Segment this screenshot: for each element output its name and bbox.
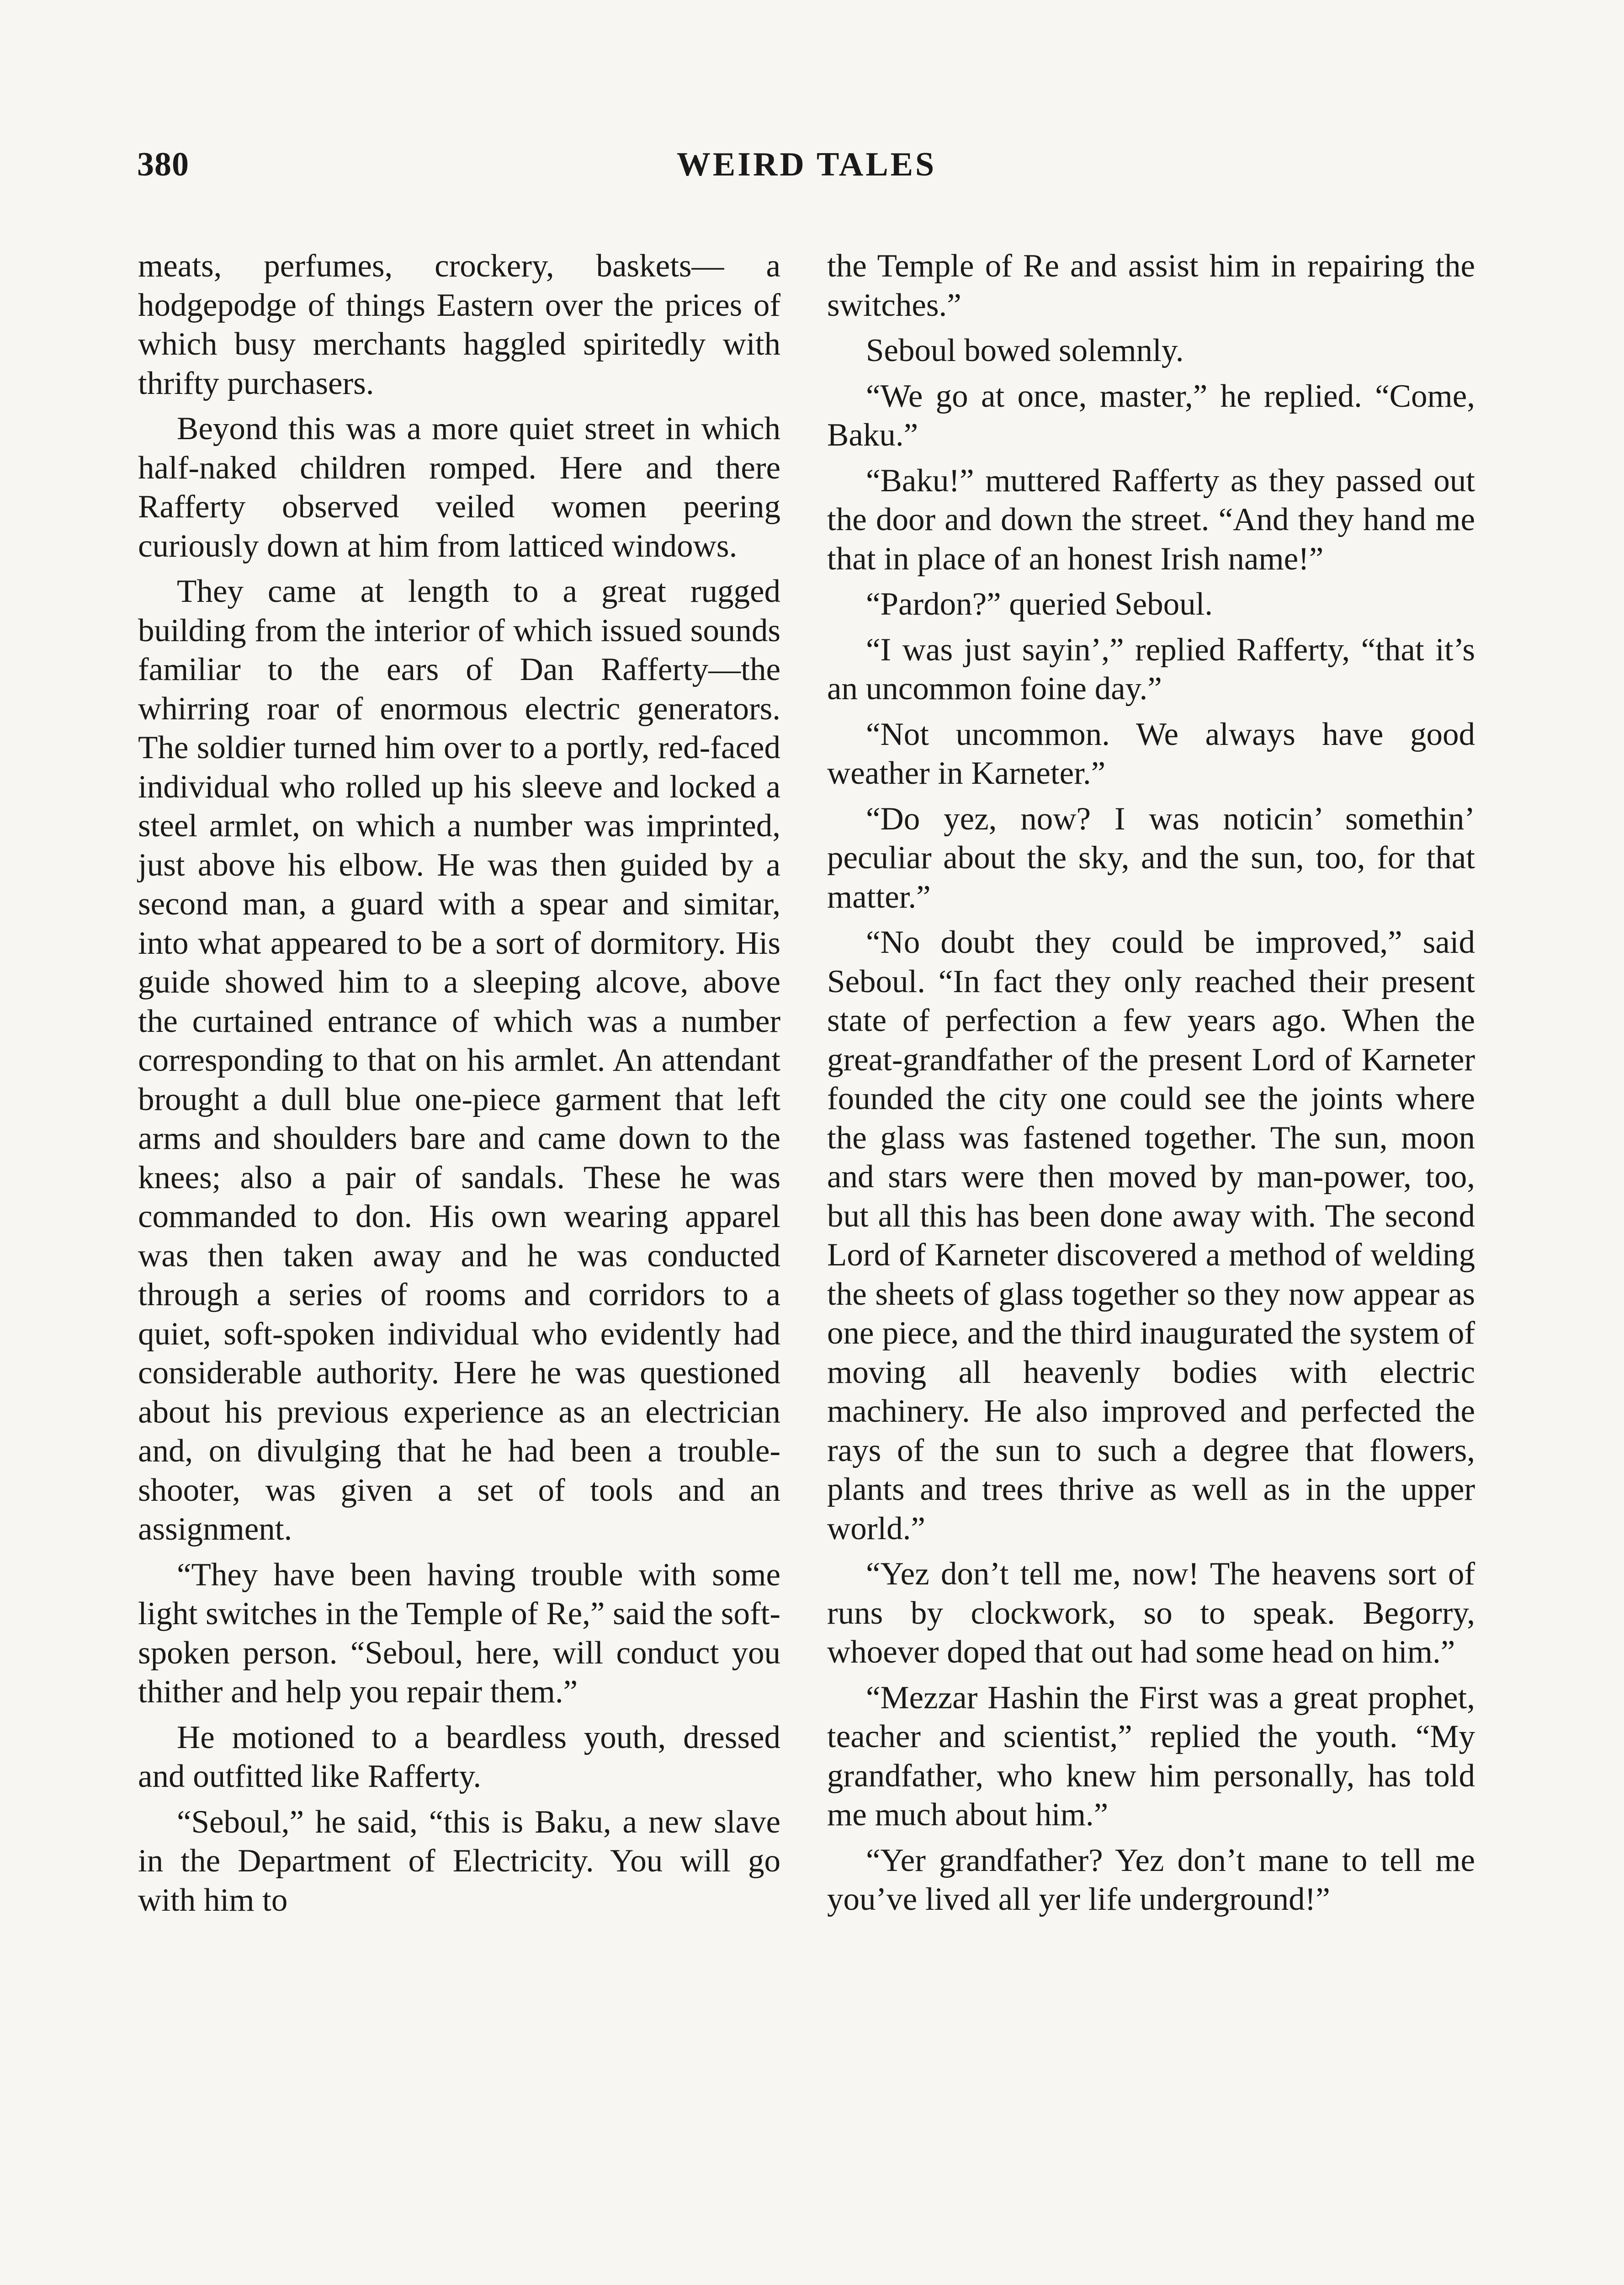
paragraph: He motioned to a beardless youth, dressed and outfitted like Rafferty. [138,1719,780,1794]
paragraph: “Baku!” muttered Rafferty as they passed out the door and down the street. “And they hand me that in place of an honest Irish name!” [827,462,1475,577]
paragraph: “We go at once, master,” he replied. “Come, Baku.” [827,378,1475,453]
page-header [137,145,1476,205]
running-head: WEIRD TALES [676,146,937,183]
paragraph: “They have been having trouble with some light switches in the Temple of Re,” said the soft-spoken person. “Seboul, here, will conduct you thither and help you repair them.” [138,1557,780,1710]
paragraph: “Not uncommon. We always have good weather in Karneter.” [827,716,1475,791]
page-number: 380 [137,146,189,183]
paragraph: “I was just sayin’,” replied Rafferty, “that it’s an uncommon foine day.” [827,632,1475,707]
left-column [138,247,780,1926]
paragraph: “Yer grandfather? Yez don’t mane to tell me you’ve lived all yer life underground!” [827,1842,1475,1917]
paragraph: Beyond this was a more quiet street in which half-naked children romped. Here and there Rafferty observed veiled women peering curiously down at him from latticed windows. [138,411,780,564]
right-column [827,247,1475,1926]
paragraph: the Temple of Re and assist him in repairing the switches.” [827,248,1475,323]
paragraph: meats, perfumes, crockery, baskets— a hodgepodge of things Eastern over the prices of which busy merchants haggled spiritedly with thrifty purchasers. [138,248,780,401]
paragraph: “Seboul,” he said, “this is Baku, a new slave in the Department of Electricity. You will go with him to [138,1804,780,1918]
paragraph: “Yez don’t tell me, now! The heavens sort of runs by clockwork, so to speak. Begorry, whoever doped that out had some head on him.” [827,1556,1475,1670]
paragraph: Seboul bowed solemnly. [866,333,1184,368]
paragraph: “Pardon?” queried Seboul. [866,586,1213,622]
paragraph: “No doubt they could be improved,” said Seboul. “In fact they only reached their present state of perfection a few years ago. When the great-grandfather of the present Lord of Karneter founded the city one could see the joints where the glass was fastened together. The sun, moon and stars were then moved by man-power, too, but all this has been done away with. The second Lord of Karneter discovered a method of welding the sheets of glass together so they now appear as one piece, and the third inaugurated the system of moving all heavenly bodies with electric machinery. He also improved and perfected the rays of the sun to such a degree that flowers, plants and trees thrive as well as in the upper world.” [827,925,1475,1546]
paragraph: They came at length to a great rugged building from the interior of which issued sounds familiar to the ears of Dan Rafferty—the whirring roar of enormous electric generators. The soldier turned him over to a portly, red-faced individual who rolled up his sleeve and locked a steel armlet, on which a number was imprinted, just above his elbow. He was then guided by a second man, a guard with a spear and simitar, into what appeared to be a sort of dormitory. His guide showed him to a sleeping alcove, above the curtained entrance of which was a number corresponding to that on his armlet. An attendant brought a dull blue one-piece garment that left arms and shoulders bare and came down to the knees; also a pair of sandals. These he was commanded to don. His own wearing apparel was then taken away and he was conducted through a series of rooms and corridors to a quiet, soft-spoken individual who evidently had considerable authority. Here he was questioned about his previous experience as an electrician and, on divulging that he had been a trouble-shooter, was given a set of tools and an assignment. [138,574,780,1547]
paragraph: “Do yez, now? I was noticin’ somethin’ peculiar about the sky, and the sun, too, for that matter.” [827,801,1475,915]
paragraph: “Mezzar Hashin the First was a great prophet, teacher and scientist,” replied the youth. “My grandfather, who knew him personally, has told me much about him.” [827,1679,1475,1833]
